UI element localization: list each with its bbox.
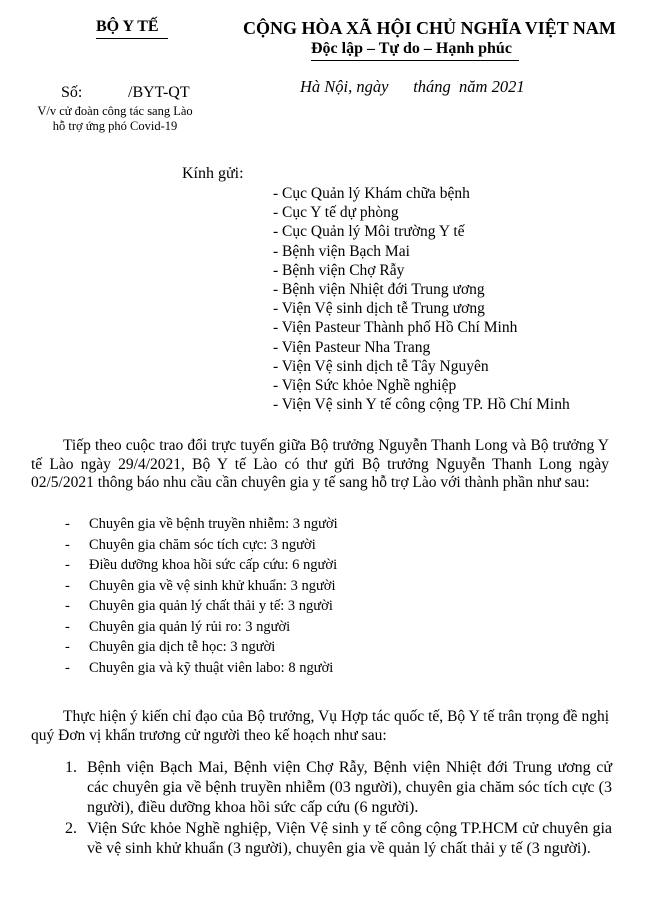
recipient-item: - Cục Quản lý Khám chữa bệnh xyxy=(273,185,470,202)
needs-item-text: Chuyên gia quản lý rủi ro: 3 người xyxy=(89,618,291,635)
body-paragraph-1: Tiếp theo cuộc trao đổi trực tuyến giữa Bộ trưởng Nguyễn Thanh Long và Bộ trưởng Y tế Lào ngày 29/4/2021, Bộ Y tế Lào có thư gửi Bộ trưởng Nguyễn Thanh Long ngày 02/5/2021 thông báo nhu cầu cần chuyên gia y tế sang hỗ trợ Lào với thành phần như sau: xyxy=(31,437,609,492)
needs-item-text: Chuyên gia về bệnh truyền nhiễm: 3 người xyxy=(89,516,338,532)
needs-item-text: Chuyên gia dịch tễ học: 3 người xyxy=(89,639,276,655)
needs-item xyxy=(65,576,338,597)
subject-line-2: hỗ trợ ứng phó Covid-19 xyxy=(52,119,178,133)
plan-list xyxy=(57,758,612,860)
needs-item-text: Chuyên gia chăm sóc tích cực: 3 người xyxy=(89,536,316,553)
plan-item xyxy=(57,819,612,859)
agency-underline xyxy=(96,38,168,39)
needs-item xyxy=(65,658,338,679)
needs-item-text: Chuyên gia về vệ sinh khử khuẩn: 3 người xyxy=(89,577,336,594)
national-motto: Độc lập – Tự do – Hạnh phúc xyxy=(311,40,512,57)
recipient-list xyxy=(273,184,570,414)
dateline: Hà Nội, ngày tháng năm 2021 xyxy=(300,77,525,96)
recipient-item: - Viện Vệ sinh dịch tễ Trung ương xyxy=(273,300,485,318)
list-dash: - xyxy=(65,516,70,532)
issuing-agency: BỘ Y TẾ xyxy=(96,18,159,35)
list-dash: - xyxy=(65,557,70,573)
recipient-item: - Bệnh viện Bạch Mai xyxy=(273,242,410,260)
needs-item-text: Điều dưỡng khoa hồi sức cấp cứu: 6 người xyxy=(89,557,338,573)
list-dash: - xyxy=(65,618,70,635)
list-dash: - xyxy=(65,659,70,676)
greeting: Kính gửi: xyxy=(182,165,244,182)
recipient-item: - Bệnh viện Nhiệt đới Trung ương xyxy=(273,280,485,298)
plan-item-number: 1. xyxy=(65,759,77,776)
recipient-item: - Cục Quản lý Môi trường Y tế xyxy=(273,223,465,241)
plan-item xyxy=(57,758,612,818)
needs-list xyxy=(65,514,338,678)
list-dash: - xyxy=(65,577,70,594)
motto-underline xyxy=(311,60,519,61)
document-number-label: Số: xyxy=(61,84,83,101)
recipient-item: - Viện Vệ sinh Y tế công cộng TP. Hồ Chí Minh xyxy=(273,396,570,414)
subject-line-1: V/v cử đoàn công tác sang Lào xyxy=(37,104,193,118)
needs-item xyxy=(65,596,338,617)
recipient-item: - Viện Sức khỏe Nghề nghiệp xyxy=(273,376,457,394)
recipient-item: - Viện Vệ sinh dịch tễ Tây Nguyên xyxy=(273,357,489,375)
needs-item xyxy=(65,555,338,576)
national-title: CỘNG HÒA XÃ HỘI CHỦ NGHĨA VIỆT NAM xyxy=(243,18,616,38)
recipient-item: - Viện Pasteur Nha Trang xyxy=(273,338,431,356)
needs-item xyxy=(65,535,338,556)
document-number-code: /BYT-QT xyxy=(128,84,190,101)
list-dash: - xyxy=(65,536,70,553)
recipient-item: - Cục Y tế dự phòng xyxy=(273,204,399,222)
needs-item-text: Chuyên gia quản lý chất thải y tế: 3 người xyxy=(89,598,333,614)
plan-item-text: Viện Sức khỏe Nghề nghiệp, Viện Vệ sinh y tế công cộng TP.HCM cử chuyên gia về vệ sinh khử khuẩn (3 người), chuyên gia về quản lý chất thải y tế (3 người). xyxy=(87,820,612,857)
plan-item-text: Bệnh viện Bạch Mai, Bệnh viện Chợ Rẫy, Bệnh viện Nhiệt đới Trung ương cử các chuyên gia về bệnh truyền nhiễm (03 người), chuyên gia chăm sóc tích cực (3 người), điều dưỡng khoa hồi sức cấp cứu (6 người). xyxy=(87,759,612,816)
list-dash: - xyxy=(65,598,70,614)
recipient-item: - Viện Pasteur Thành phố Hồ Chí Minh xyxy=(273,319,518,337)
body-paragraph-2: Thực hiện ý kiến chỉ đạo của Bộ trưởng, Vụ Hợp tác quốc tế, Bộ Y tế trân trọng đề nghị quý Đơn vị khẩn trương cử người theo kế hoạch như sau: xyxy=(31,708,609,744)
needs-item-text: Chuyên gia và kỹ thuật viên labo: 8 người xyxy=(89,659,334,676)
plan-item-number: 2. xyxy=(65,820,77,837)
needs-item xyxy=(65,637,338,658)
recipient-item: - Bệnh viện Chợ Rẫy xyxy=(273,261,405,279)
needs-item xyxy=(65,514,338,535)
list-dash: - xyxy=(65,639,70,655)
needs-item xyxy=(65,617,338,638)
